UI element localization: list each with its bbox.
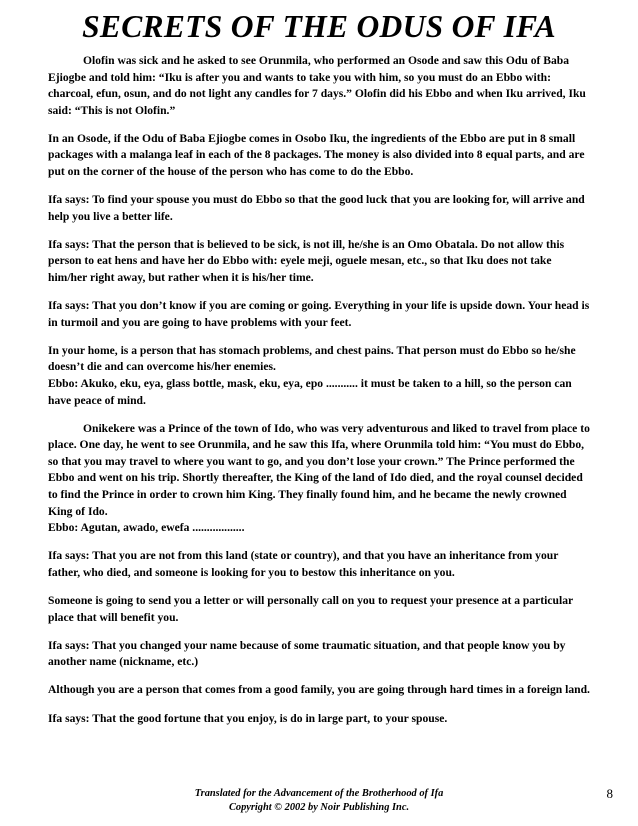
paragraph-onikekere [48, 421, 593, 537]
paragraph-home-text: In your home, is a person that has stomach problems, and chest pains. That person must do Ebbo so he/she doesn’t die and can overcome his/her enemies. [48, 343, 576, 374]
paragraph-osode: In an Osode, if the Odu of Baba Ejiogbe comes in Osobo Iku, the ingredients of the Ebbo are put in 8 small packages with a malanga leaf in each of the 8 packages. The money is also divided into 8 equal parts, and are put on the corner of the house of the person who has come to do the Ebbo. [48, 131, 585, 179]
paragraph-home-ebbo: Ebbo: Akuko, eku, eya, glass bottle, mask, eku, eya, epo ........... it must be taken to a hill, so the person can have peace of mind. [48, 377, 572, 407]
page-number: 8 [606, 786, 613, 801]
footer-line-2: Copyright © 2002 by Noir Publishing Inc. [228, 802, 410, 813]
paragraph-coming-going: Ifa says: That you don’t know if you are coming or going. Everything in your life is upside down. Your head is in turmoil and you are going to have problems with your feet. [48, 299, 590, 329]
paragraph-good-family: Although you are a person that comes from a good family, you are going through hard times in a foreign land. [48, 683, 590, 697]
paragraph-home [48, 343, 593, 409]
paragraph-omo-obatala: Ifa says: That the person that is believed to be sick, is not ill, he/she is an Omo Obatala. Do not allow this person to eat hens and have her do Ebbo with: eyele meji, oguele mesan, etc., so that Iku does not take him/her right away, but rather when it is his/her time. [48, 237, 565, 285]
paragraph-onikekere-ebbo: Ebbo: Agutan, awado, ewefa .................. [48, 521, 245, 535]
paragraph-letter: Someone is going to send you a letter or will personally call on you to request your presence at a particular place that will benefit you. [48, 594, 573, 624]
paragraph-inheritance: Ifa says: That you are not from this land (state or country), and that you have an inheritance from your father, who died, and someone is looking for you to bestow this inheritance on you. [48, 549, 559, 579]
page-footer [0, 787, 638, 815]
document-body [48, 53, 593, 739]
paragraph-spouse: Ifa says: To find your spouse you must do Ebbo so that the good luck that you are looking for, will arrive and help you live a better life. [48, 193, 585, 223]
footer-line-1: Translated for the Advancement of the Brotherhood of Ifa [194, 788, 444, 799]
paragraph-good-fortune: Ifa says: That the good fortune that you enjoy, is do in large part, to your spouse. [48, 711, 448, 725]
page-title: SECRETS OF THE ODUS OF IFA [82, 9, 556, 44]
paragraph-olofin: Olofin was sick and he asked to see Orunmila, who performed an Osode and saw this Odu of Baba Ejiogbe and told him: “Iku is after you and wants to take you with him, so you must do an Ebbo with: charcoal, efun, osun, and do not light any candles for 7 days.” Olofin did his Ebbo and when Iku arrived, Iku said: “This is not Olofin.” [48, 54, 586, 117]
paragraph-onikekere-text: Onikekere was a Prince of the town of Ido, who was very adventurous and liked to travel from place to place. One day, he went to see Orunmila, and he saw this Ifa, where Orunmila told him: “You must do Ebbo, so that you may travel to where you want to go, and you don’t lose your crown.” The Prince performed the Ebbo and went on his trip. Shortly thereafter, the King of the land of Ido died, and the royal counsel decided to find the Prince in order to crown him King. They finally found him, and he became the newly crowned King of Ido. [48, 421, 590, 518]
paragraph-name-change: Ifa says: That you changed your name because of some traumatic situation, and that people know you by another name (nickname, etc.) [48, 638, 566, 669]
